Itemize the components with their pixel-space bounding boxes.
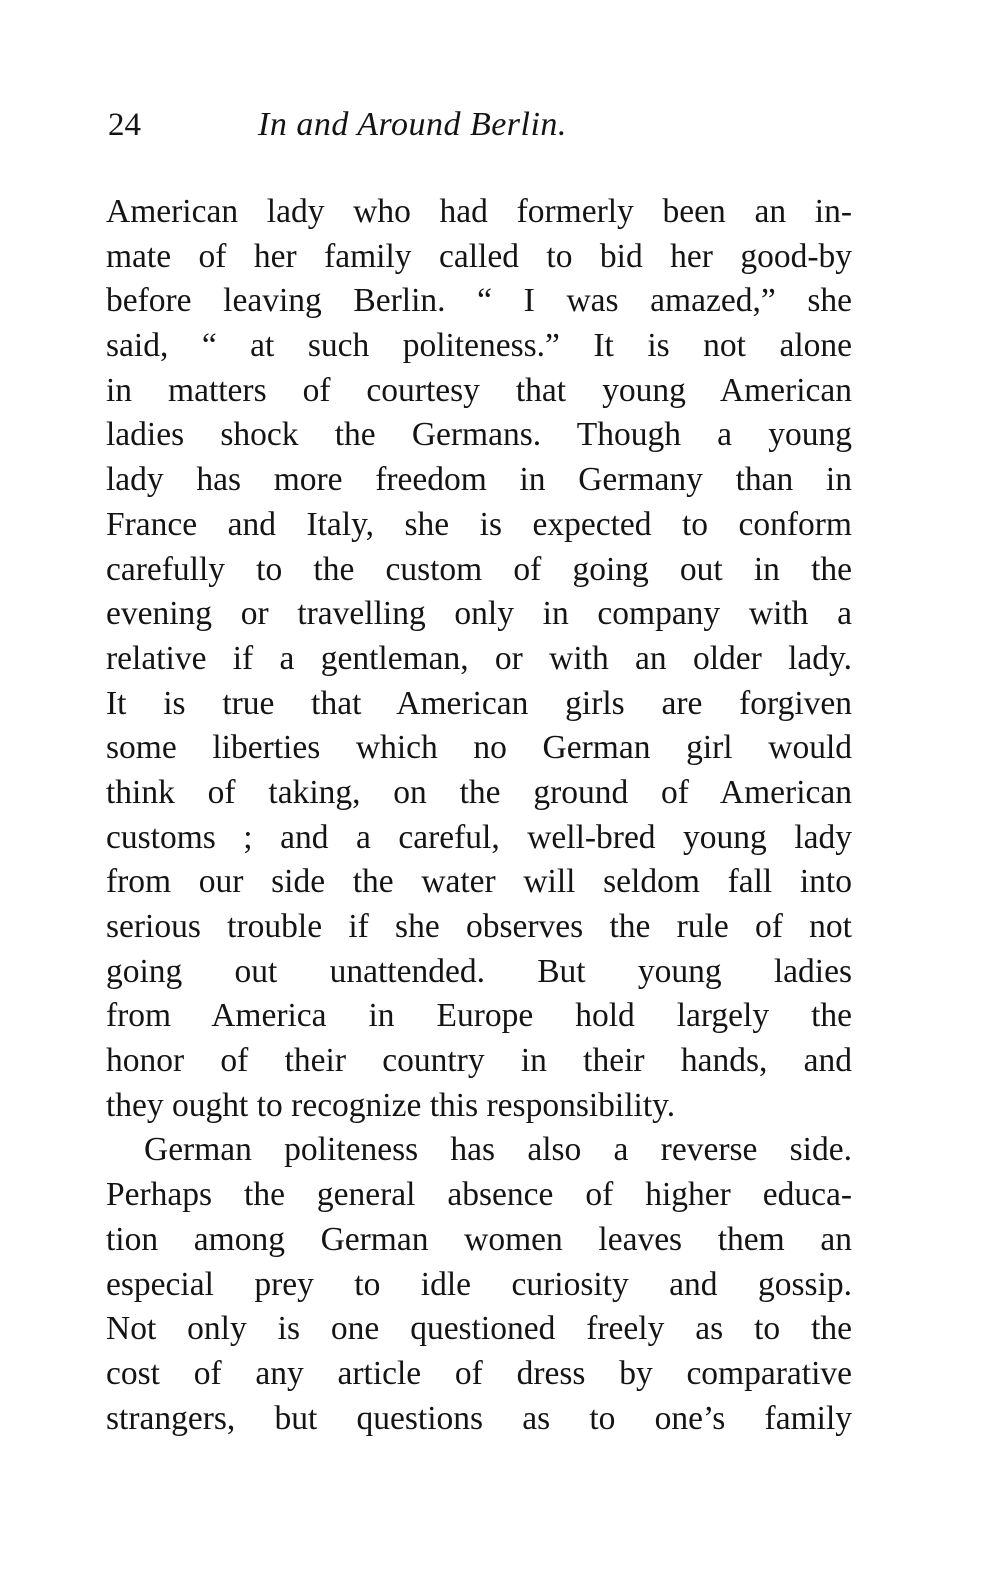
text-line: honor of their country in their hands, and [106,1042,852,1080]
text-line: said, “ at such politeness.” It is not alone [106,327,852,365]
text-line: carefully to the custom of going out in the [106,550,852,588]
text-line: strangers, but questions as to one’s family [106,1399,852,1437]
text-line: American lady who had formerly been an in- [106,193,852,230]
text-line: Not only is one questioned freely as to the [106,1310,852,1348]
text-line: evening or travelling only in company with a [106,595,852,633]
text-line: customs ; and a careful, well-bred young lady [106,818,852,856]
text-line: think of taking, on the ground of American [106,773,852,811]
text-line: in matters of courtesy that young American [106,371,852,409]
text-line: Perhaps the general absence of higher educa- [106,1176,852,1214]
text-line: ladies shock the Germans. Though a young [106,416,852,454]
text-line: It is true that American girls are forgiven [106,684,852,722]
text-line: from our side the water will seldom fall into [106,863,852,901]
running-head [108,100,868,150]
text-line: mate of her family called to bid her good-by [106,237,852,275]
text-line: cost of any article of dress by comparative [106,1354,852,1392]
text-line: from America in Europe hold largely the [106,997,852,1035]
text-line: France and Italy, she is expected to conform [106,505,852,543]
text-line: especial prey to idle curiosity and gossip. [106,1265,852,1303]
text-line: before leaving Berlin. “ I was amazed,” she [106,282,852,320]
text-line: German politeness has also a reverse side. [144,1131,852,1169]
text-line: going out unattended. But young ladies [106,952,852,990]
running-title: In and Around Berlin. [258,106,567,143]
text-line: relative if a gentleman, or with an older lady. [106,639,852,677]
text-line: they ought to recognize this responsibility. [106,1086,676,1124]
body-text [106,190,852,1441]
text-line: serious trouble if she observes the rule of not [106,908,852,945]
text-line: some liberties which no German girl would [106,729,852,767]
text-line: lady has more freedom in Germany than in [106,461,852,499]
page-number: 24 [108,107,141,143]
text-line: tion among German women leaves them an [106,1220,852,1258]
